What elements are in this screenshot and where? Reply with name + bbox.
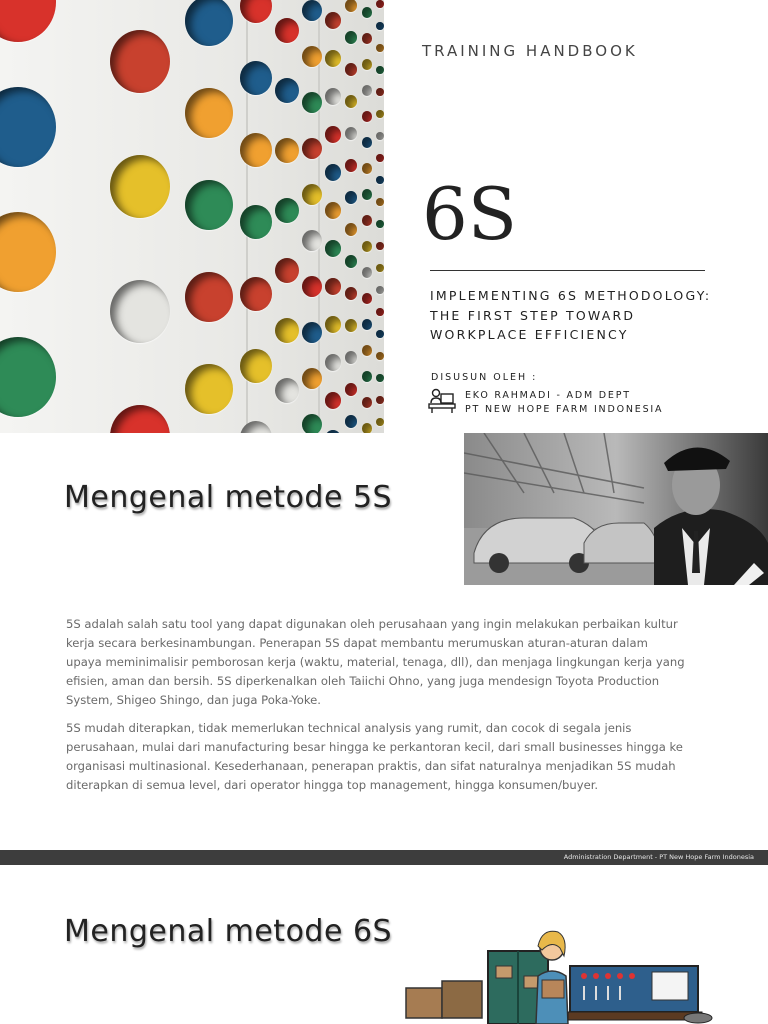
wall-hole [325,88,341,105]
wall-hole [376,154,384,162]
wall-hole [345,31,357,44]
wall-hole [362,423,372,433]
wall-hole [345,63,357,76]
cover-subtitle [430,286,760,345]
wall-hole [376,132,384,140]
wall-hole [345,319,357,332]
wall-hole [275,18,299,43]
wall-hole [376,308,384,316]
wall-hole [325,278,341,295]
wall-hole [240,277,272,311]
subtitle-line: WORKPLACE EFFICIENCY [430,327,629,342]
worker-at-desk-icon [428,388,456,414]
wall-hole [362,397,372,408]
wall-hole [325,202,341,219]
wall-hole [240,349,272,383]
wall-hole [302,138,322,159]
wall-hole [362,241,372,252]
wall-hole [240,0,272,23]
wall-hole [362,59,372,70]
wall-hole [302,46,322,67]
wall-hole [362,7,372,18]
wall-hole [275,258,299,283]
wall-hole [240,205,272,239]
wall-hole [345,0,357,12]
wall-hole [275,138,299,163]
wall-hole [0,212,56,292]
wall-hole [376,242,384,250]
wall-hole [275,198,299,223]
wall-hole [325,164,341,181]
wall-hole [275,78,299,103]
wall-hole [345,383,357,396]
wall-hole [376,286,384,294]
author-label: DISUSUN OLEH : [431,372,538,383]
wall-hole [240,133,272,167]
wall-hole [325,126,341,143]
wall-hole [185,0,233,46]
wall-hole [110,405,170,433]
wall-hole [376,264,384,272]
section-5s-body [66,615,686,804]
wall-hole [345,351,357,364]
wall-hole [362,319,372,330]
wall-hole [325,430,341,433]
wall-hole [376,110,384,118]
wall-hole [362,189,372,200]
wall-hole [376,44,384,52]
workshop-illustration [402,926,722,1024]
wall-hole [362,215,372,226]
wall-hole [345,95,357,108]
wall-hole [376,0,384,8]
wall-hole [302,92,322,113]
wall-hole [185,364,233,414]
wall-hole [376,220,384,228]
wall-hole [325,12,341,29]
wall-hole [185,88,233,138]
wall-hole [345,255,357,268]
wall-hole [376,66,384,74]
footer-text: Administration Department - PT New Hope Farm Indonesia [563,853,754,861]
wall-hole [362,85,372,96]
section-title-5s: Mengenal metode 5S [64,480,393,515]
wall-hole [240,421,272,433]
wall-hole [362,163,372,174]
paragraph: 5S adalah salah satu tool yang dapat digunakan oleh perusahaan yang ingin melakukan perbaikan kultur kerja secara berkesinambungan. Penerapan 5S dapat membantu merumuskan aturan-aturan dalam upaya meminimalisir pemborosan kerja (waktu, material, tenaga, dll), dan menjaga lingkungan kerja yang efisien, aman dan bersih. 5S diperkenalkan oleh Taiichi Ohno, yang juga mendesign Toyota Production System, Shigeo Shingo, dan juga Poka-Yoke. [66,617,685,707]
wall-hole [0,337,56,417]
author-company: PT NEW HOPE FARM INDONESIA [465,404,664,415]
wall-hole [376,418,384,426]
wall-hole [345,223,357,236]
wall-hole [325,316,341,333]
wall-hole [302,230,322,251]
wall-hole [0,87,56,167]
wall-hole [362,345,372,356]
wall-hole [376,352,384,360]
wall-hole [302,276,322,297]
subtitle-line: THE FIRST STEP TOWARD [430,307,636,323]
wall-hole [302,414,322,433]
wall-hole [362,111,372,122]
cover-photo-perforated-wall [0,0,384,433]
wall-hole [362,137,372,148]
wall-hole [185,180,233,230]
cover-title: 6S [422,172,518,256]
wall-hole [376,330,384,338]
wall-hole [362,267,372,278]
wall-hole [345,287,357,300]
wall-hole [376,374,384,382]
wall-hole [302,322,322,343]
wall-hole [302,0,322,21]
wall-hole [240,61,272,95]
wall-hole [302,184,322,205]
wall-hole [110,155,170,218]
wall-hole [185,272,233,322]
wall-hole [376,176,384,184]
author-info [465,389,663,417]
paragraph: 5S mudah diterapkan, tidak memerlukan technical analysis yang rumit, dan cocok di segala jenis perusahaan, mulai dari manufacturing besar hingga ke perkantoran kecil, dari small businesses hingga ke organisasi multinasional. Kesederhanaan, penerapan praktis, dan sifat naturalnya menjadikan 5S mudah diterapkan di semua level, dari operator hingga top management, hingga konsumen/buyer. [66,721,683,792]
wall-hole [275,378,299,403]
wall-hole [302,368,322,389]
subtitle-line: IMPLEMENTING 6S METHODOLOGY: [430,288,712,303]
author-name: EKO RAHMADI - ADM DEPT [465,390,631,401]
cover-kicker: TRAINING HANDBOOK [422,42,638,60]
photo-factory-man [464,433,768,585]
wall-hole [325,240,341,257]
wall-hole [275,318,299,343]
wall-hole [376,198,384,206]
title-divider [430,270,705,271]
wall-hole [376,396,384,404]
section-title-6s: Mengenal metode 6S [64,914,393,949]
wall-hole [345,159,357,172]
wall-hole [345,415,357,428]
wall-hole [110,30,170,93]
panel-seam [318,0,320,433]
wall-hole [345,127,357,140]
wall-hole [362,371,372,382]
wall-hole [345,191,357,204]
wall-hole [325,392,341,409]
wall-hole [110,280,170,343]
wall-hole [0,0,56,42]
wall-hole [325,354,341,371]
wall-hole [376,88,384,96]
wall-hole [362,293,372,304]
wall-hole [362,33,372,44]
wall-hole [376,22,384,30]
footer-bar [0,850,768,865]
wall-hole [325,50,341,67]
